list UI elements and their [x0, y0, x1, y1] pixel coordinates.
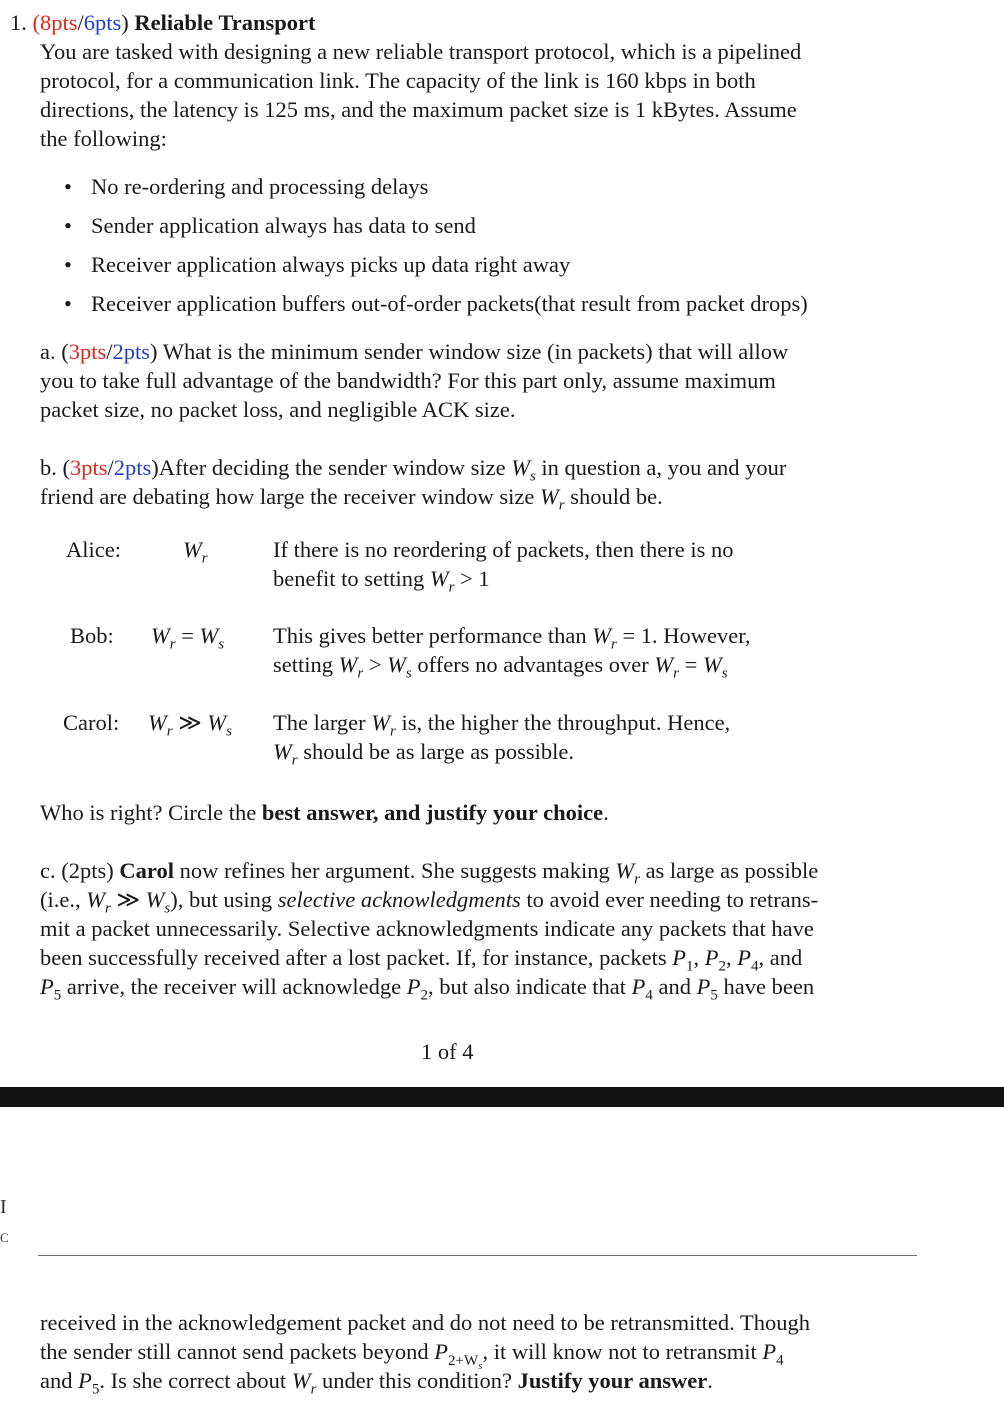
part-c-text: . — [707, 1368, 713, 1393]
math-subscript: r — [104, 900, 111, 917]
slash: / — [77, 10, 84, 35]
math-op: ≫ — [172, 710, 208, 735]
part-a-text: packet size, no packet loss, and negligible ACK size. — [40, 397, 516, 422]
math-symbol: W — [540, 484, 559, 509]
math-symbol: W — [654, 652, 674, 677]
math-symbol: P — [40, 974, 54, 999]
math-subscript: s — [226, 723, 232, 740]
part-b-text: )After deciding the sender window size — [151, 455, 512, 480]
claim-text: > — [363, 652, 388, 677]
part-c-text: under this condition? — [316, 1368, 518, 1393]
page-divider — [0, 1087, 1004, 1107]
part-b-label: b. — [40, 455, 57, 480]
points-blue: 2pts — [113, 455, 152, 480]
bullet-text: Sender application always has data to send — [91, 213, 476, 238]
math-symbol: W — [199, 623, 219, 648]
math-subscript: r — [310, 1381, 317, 1398]
intro-line: protocol, for a communication link. The capacity of the link is 160 kbps in both — [40, 68, 756, 93]
part-c-text: (i.e., — [40, 887, 87, 912]
math-symbol: W — [207, 710, 227, 735]
part-b-text: friend are debating how large the receiver window size — [40, 484, 540, 509]
claim-text: setting — [273, 652, 339, 677]
part-b-text: should be. — [564, 484, 663, 509]
part-a-label: a. — [40, 339, 56, 364]
math-symbol: W — [429, 566, 449, 591]
part-c-text: . Is she correct about — [99, 1368, 292, 1393]
math-subscript: r — [611, 636, 617, 653]
points-red: 3pts — [68, 339, 107, 364]
part-c-text: as large as possible — [639, 858, 819, 883]
claim-text: This gives better performance than — [273, 623, 593, 648]
math-op: , — [725, 945, 738, 970]
person-name: Carol: — [63, 710, 120, 735]
person-name: Alice: — [66, 537, 121, 562]
math-op: ≫ — [110, 887, 146, 912]
points-red: 3pts — [70, 455, 108, 480]
claim-text: > 1 — [454, 566, 490, 591]
math-symbol: P — [406, 974, 421, 999]
math-symbol: W — [183, 537, 202, 562]
math-symbol: P — [737, 945, 751, 970]
edge-glyph: C — [0, 1230, 9, 1245]
math-symbol: W — [151, 623, 170, 648]
math-symbol: W — [338, 652, 358, 677]
math-subscript: s — [721, 665, 728, 682]
points-blue: 2pts — [112, 339, 151, 364]
math-subscript: r — [448, 579, 455, 596]
part-c-emphasis: selective acknowledgments — [277, 887, 521, 912]
claim-text: offers no advantages over — [411, 652, 655, 677]
math-subscript: r — [166, 723, 173, 740]
part-a-text: you to take full advantage of the bandwidth? For this part only, assume maximum — [40, 368, 776, 393]
math-subscript: s — [164, 900, 171, 917]
math-subscript: r — [558, 497, 565, 514]
part-c-text: now refines her argument. She suggests making — [173, 858, 616, 883]
carol-formula — [148, 708, 232, 740]
bob-claim — [273, 621, 751, 682]
part-c-text: to avoid ever needing to retrans- — [520, 887, 819, 912]
bullet-text: No re-ordering and processing delays — [91, 174, 429, 199]
part-b-text: in question a, you and your — [535, 455, 787, 480]
math-symbol: P — [762, 1339, 777, 1364]
intro-line: directions, the latency is 125 ms, and the maximum packet size is 1 kBytes. Assume — [40, 97, 797, 122]
math-symbol: W — [291, 1368, 311, 1393]
question-text: . — [603, 800, 609, 825]
math-symbol: P — [672, 945, 686, 970]
points-blue: 6pts — [83, 10, 122, 35]
who-is-right — [40, 798, 609, 827]
claim-text: = 1. However, — [616, 623, 751, 648]
question-text: Who is right? Circle the — [40, 800, 262, 825]
claim-text: should be as large as possible. — [297, 739, 575, 764]
math-subscript: s — [405, 665, 412, 682]
math-symbol: W — [273, 739, 292, 764]
math-subscript: r — [291, 752, 298, 769]
part-c-label: c. (2pts) — [40, 858, 120, 883]
part-c-text: received in the acknowledgement packet and do not need to be retransmitted. Though — [40, 1310, 810, 1335]
part-c-text: mit a packet unnecessarily. Selective acknowledgments indicate any packets that have — [40, 916, 814, 941]
claim-text: If there is no reordering of packets, then there is no — [273, 537, 734, 562]
part-c-text: arrive, the receiver will acknowledge — [61, 974, 407, 999]
alice-formula — [183, 535, 208, 567]
math-symbol: P — [78, 1368, 92, 1393]
intro-line: You are tasked with designing a new reliable transport protocol, which is a pipelined — [40, 39, 802, 64]
claim-text: The larger — [273, 710, 372, 735]
math-symbol: W — [702, 652, 722, 677]
math-subscript: r — [201, 550, 208, 567]
part-c-text: the sender still cannot send packets beyond — [40, 1339, 435, 1364]
carol-claim — [273, 708, 731, 769]
paren: ) — [121, 10, 129, 35]
math-subscript: r — [169, 636, 176, 653]
question-bold: best answer, and justify your choice — [261, 800, 604, 825]
math-symbol: W — [86, 887, 105, 912]
part-c-text: ), but using — [170, 887, 278, 912]
person-name: Bob: — [70, 623, 114, 648]
part-c-text: been successfully received after a lost packet. If, for instance, packets — [40, 945, 673, 970]
edge-glyph: I — [0, 1196, 7, 1218]
math-symbol: P — [631, 974, 646, 999]
bob-formula — [151, 621, 225, 653]
math-symbol: W — [145, 887, 165, 912]
carol-bold: Carol — [119, 858, 174, 883]
math-subscript: s — [478, 1359, 483, 1372]
header-rule — [38, 1255, 917, 1256]
math-subscript: r — [357, 665, 364, 682]
math-op: = — [175, 623, 200, 648]
part-c-text: and — [652, 974, 697, 999]
math-subscript: 2+W — [448, 1352, 479, 1369]
bullet-text: Receiver application buffers out-of-order packets(that result from packet drops) — [91, 291, 808, 316]
part-c-text: have been — [717, 974, 815, 999]
part-a: a. (3pts/2pts) What is the minimum sender window size (in packets) that will allow you to take full advantage of the bandwidth? For this part only, assume maximum packet size, no packet loss, and negligible ACK size. — [40, 337, 920, 424]
part-c-bold: Justify your answer — [517, 1368, 708, 1393]
claim-text: benefit to setting — [273, 566, 430, 591]
math-symbol: W — [387, 652, 406, 677]
math-subscript: s — [218, 636, 225, 653]
math-subscript: r — [673, 665, 679, 682]
math-op: , — [693, 945, 705, 970]
math-symbol: W — [511, 455, 530, 480]
math-symbol: P — [696, 974, 711, 999]
alice-claim — [273, 535, 734, 596]
math-subscript: s — [529, 468, 536, 485]
claim-text: is, the higher the throughput. Hence, — [395, 710, 731, 735]
math-subscript: r — [390, 723, 396, 740]
part-c-continued: received in the acknowledgement packet and do not need to be retransmitted. Though the sender still cannot send packets beyond $P_{2+W_s}$, it will know not to retransmit $P_4$ and $P_5$. Is she correct about $W_r$ under this condition? Justify your answer. — [40, 1308, 920, 1395]
bullet-text: Receiver application always picks up data right away — [91, 252, 571, 277]
math-symbol: W — [592, 623, 612, 648]
problem-heading — [10, 8, 315, 37]
math-symbol: W — [148, 710, 167, 735]
part-c-text: , but also indicate that — [427, 974, 632, 999]
part-c-text: , it will know not to retransmit — [482, 1339, 763, 1364]
intro-paragraph — [40, 37, 920, 153]
math-symbol: P — [704, 945, 719, 970]
math-symbol: W — [371, 710, 391, 735]
math-symbol: W — [615, 858, 635, 883]
page-number: 1 of 4 — [421, 1039, 474, 1064]
points-red: (8pts — [32, 10, 78, 35]
intro-line: the following: — [40, 126, 167, 151]
part-c: c. (2pts) Carol now refines her argument. She suggests making $W_r$ as large as possible (i.e., $W_r$ ≫ $W_s$), but using selective acknowledgments to avoid ever needing to retrans- mit a packet unnecessarily. Selective acknowledgments indicate any packets that have been successfully received after a lost packet. If, for instance, packets $P_1$, $P_2$, $P_4$, and $P_5$ arrive, the receiver will acknowledge $P_2$, but also indicate that $P_4$ and $P_5$ have been — [40, 856, 920, 1001]
math-subscript: r — [634, 871, 640, 888]
part-a-text: ) What is the minimum sender window size (in packets) that will allow — [150, 339, 789, 364]
part-c-text: , and — [758, 945, 803, 970]
claim-text: = — [678, 652, 703, 677]
problem-title: Reliable Transport — [134, 10, 316, 35]
part-c-text: and — [40, 1368, 79, 1393]
math-symbol: P — [434, 1339, 449, 1364]
problem-number: 1. — [10, 10, 27, 35]
part-b: b. (3pts/2pts)After deciding the sender window size $W_s$ in question a, you and your friend are debating how large the receiver window size $W_r$ should be. — [40, 455, 787, 514]
